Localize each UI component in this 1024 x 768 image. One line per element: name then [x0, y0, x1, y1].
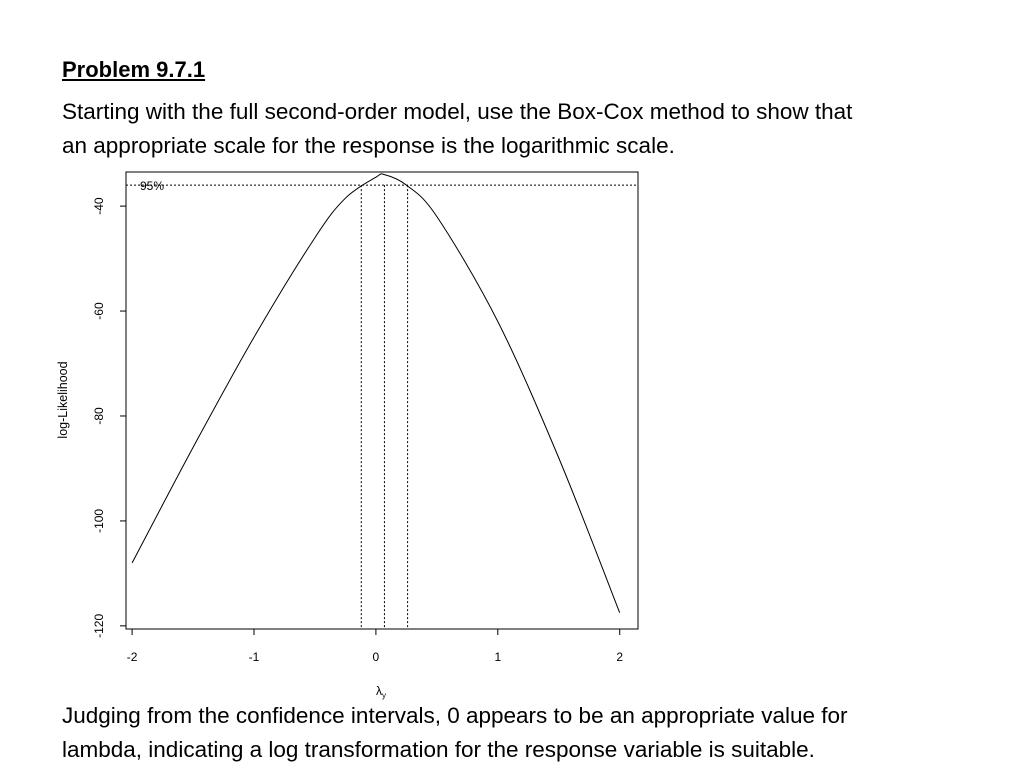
confidence-label: 95%: [140, 179, 165, 193]
y-axis-label: log-Likelihood: [56, 361, 70, 439]
log-likelihood-curve: [132, 174, 620, 613]
plot-frame: [126, 172, 638, 629]
x-tick-label: 0: [372, 650, 380, 664]
problem-title: Problem 9.7.1: [62, 57, 206, 82]
x-tick-label: 1: [494, 650, 502, 664]
lambda-subscript: y: [382, 691, 386, 700]
y-tick-label: -120: [92, 613, 106, 638]
x-tick-label: 2: [616, 650, 624, 664]
y-axis: [92, 197, 126, 638]
intro-line-1: Starting with the full second-order model, use the Box-Cox method to show that: [62, 99, 853, 124]
y-tick-label: -60: [92, 302, 106, 320]
y-tick-label: -100: [92, 508, 106, 533]
x-axis-label: [376, 684, 386, 700]
y-tick-label: -40: [92, 197, 106, 215]
conclusion-line-2: lambda, indicating a log transformation for the response variable is suitable.: [62, 737, 815, 762]
x-tick-label: -1: [248, 650, 260, 664]
lambda-symbol: λ: [376, 684, 382, 698]
x-tick-label: -2: [126, 650, 138, 664]
y-tick-label: -80: [92, 407, 106, 425]
conclusion-paragraph: [62, 699, 1002, 767]
reference-lines: [126, 185, 638, 629]
intro-line-2: an appropriate scale for the response is the logarithmic scale.: [62, 133, 675, 158]
x-axis: [127, 629, 624, 664]
conclusion-line-1: Judging from the confidence intervals, 0 appears to be an appropriate value for: [62, 703, 848, 728]
